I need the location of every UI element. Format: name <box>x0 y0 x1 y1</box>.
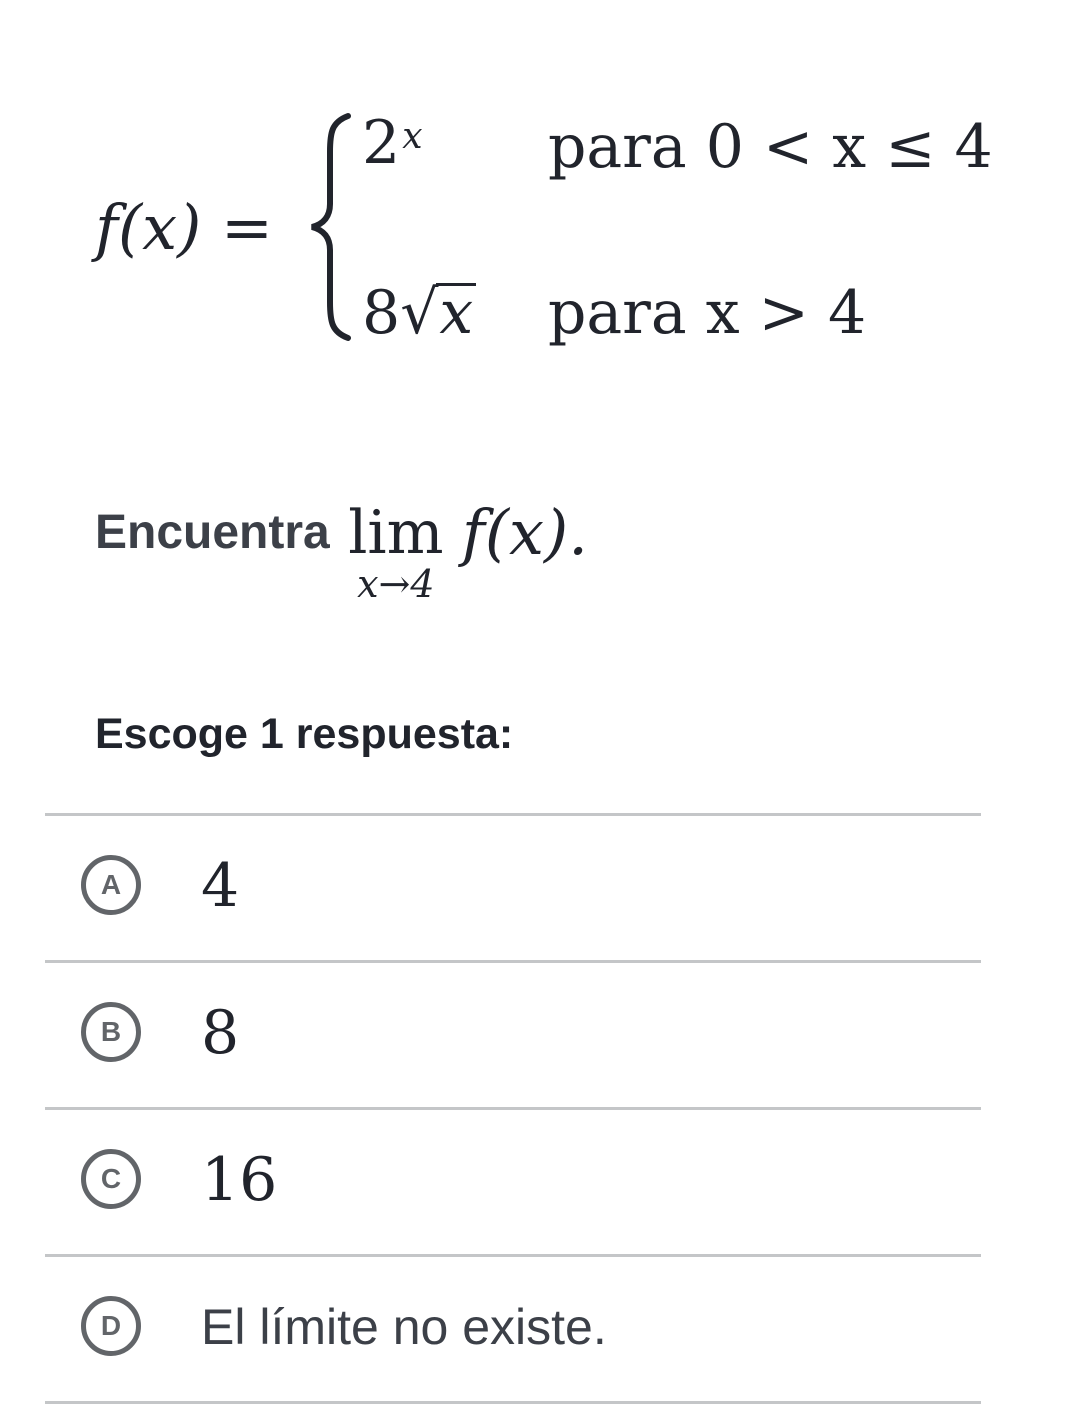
case-2-condition: para x > 4 <box>548 278 867 348</box>
square-root-argument: x <box>436 283 476 340</box>
choice-d-label: El límite no existe. <box>201 1299 607 1355</box>
question-text: Encuentra <box>95 506 330 559</box>
left-brace-icon <box>306 112 354 342</box>
choice-a-radio[interactable]: A <box>81 855 141 915</box>
choice-b-radio[interactable]: B <box>81 1002 141 1062</box>
choice-c-radio[interactable]: C <box>81 1149 141 1209</box>
choice-d[interactable] <box>45 1257 981 1404</box>
square-root <box>400 278 476 348</box>
case-1-exponent: x <box>402 116 423 157</box>
limit-operator <box>348 498 443 604</box>
answer-choices <box>45 813 981 1404</box>
case-1-condition: para 0 < x ≤ 4 <box>548 112 993 182</box>
case-1-expression <box>362 108 423 178</box>
limit-subscript: x→4 <box>357 562 435 606</box>
radical-icon: √ <box>400 278 439 348</box>
choice-c[interactable] <box>45 1110 981 1257</box>
question <box>95 498 588 608</box>
function-lhs: f(x) = <box>95 191 273 264</box>
piecewise-definition <box>0 0 1077 380</box>
choice-c-label: 16 <box>201 1145 278 1215</box>
choice-a-label: 4 <box>201 851 240 921</box>
choice-b[interactable] <box>45 963 981 1110</box>
limit-label: lim <box>348 498 444 568</box>
choice-d-radio[interactable]: D <box>81 1296 141 1356</box>
case-2-expression <box>362 278 476 348</box>
limit-function: f(x). <box>461 496 588 569</box>
choice-b-label: 8 <box>201 998 240 1068</box>
case-2-coefficient: 8 <box>362 278 401 348</box>
answer-prompt: Escoge 1 respuesta: <box>95 710 514 758</box>
choice-a[interactable] <box>45 816 981 963</box>
case-1-base: 2 <box>362 108 401 178</box>
